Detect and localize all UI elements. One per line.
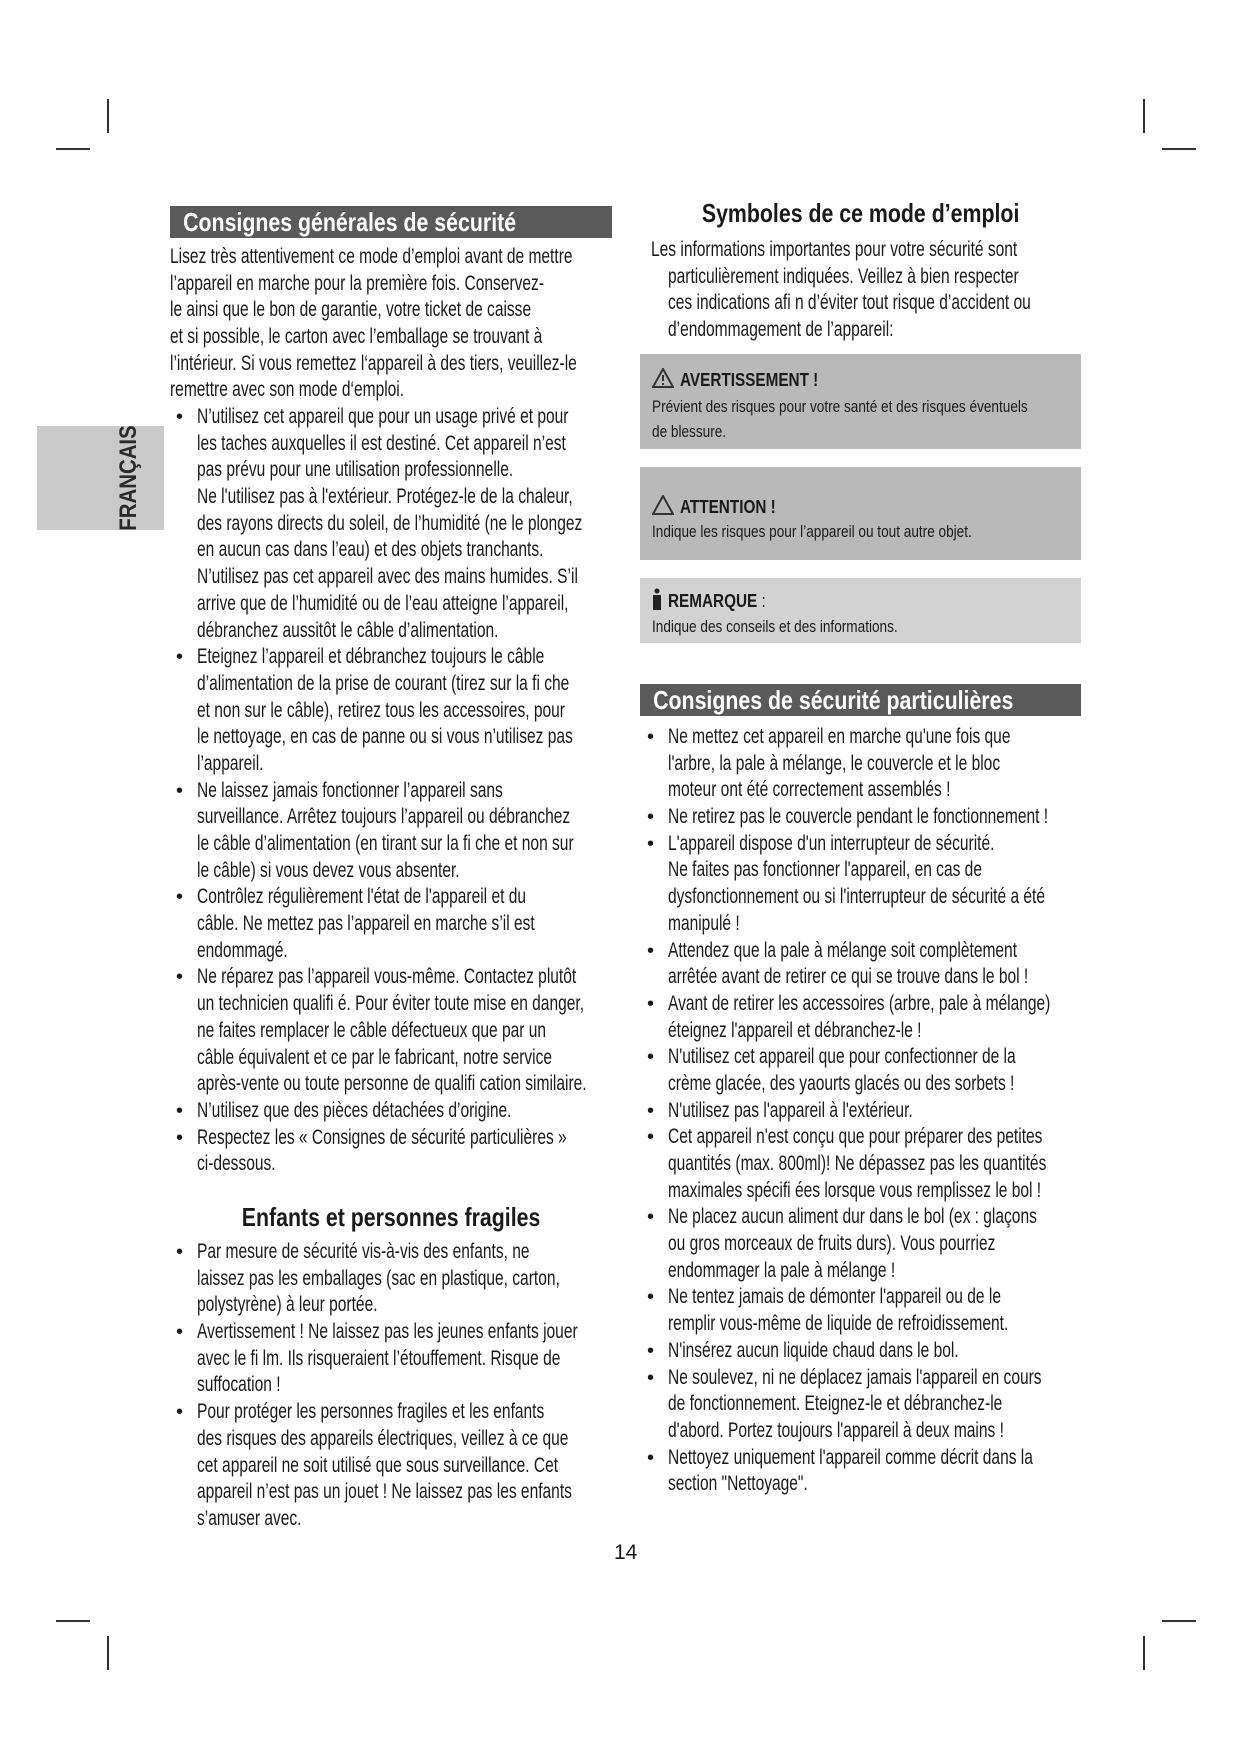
- text-line-content: Indique les risques pour l’appareil ou tout autre objet.: [652, 522, 972, 541]
- bullet-icon: •: [176, 966, 184, 989]
- text-line-content: Nettoyez uniquement l'appareil comme décrit dans la: [668, 1445, 1033, 1469]
- text-line: [668, 1311, 1185, 1338]
- text-line: [197, 1453, 711, 1480]
- text-line: [651, 290, 1158, 317]
- text-line-content: des risques des appareils électriques, veillez à ce que: [197, 1426, 569, 1450]
- text-line-content: un technicien qualifi é. Pour éviter toute mise en danger,: [197, 992, 585, 1016]
- text-line-content: de blessure.: [652, 422, 727, 441]
- bullet-icon: •: [647, 1446, 655, 1469]
- text-line-content: laissez pas les emballages (sac en plastique, carton,: [197, 1266, 560, 1290]
- text-line: [668, 1284, 1185, 1311]
- text-line: [668, 831, 1185, 858]
- children-bullet-list: [176, 1239, 711, 1533]
- text-line: [197, 1506, 711, 1533]
- text-line: [668, 1151, 1185, 1178]
- text-line-content: pas prévu pour une utilisation professionnelle.: [197, 458, 514, 482]
- text-line-content: Lisez très attentivement ce mode d’emploi avant de mettre: [170, 245, 573, 268]
- text-line-content: moteur ont été correctement assemblés !: [668, 778, 951, 802]
- text-line-content: dysfonctionnement ou si l'interrupteur de sécurité a été: [668, 885, 1046, 909]
- text-line: [170, 271, 720, 298]
- text-line-content: Avant de retirer les accessoires (arbre, pale à mélange): [668, 991, 1051, 1015]
- text-line-content: particulièrement indiquées. Veillez à bien respecter: [668, 264, 1019, 288]
- bullet-icon: •: [176, 1241, 184, 1263]
- caution-triangle-icon: [652, 495, 674, 520]
- text-line: [668, 1124, 1185, 1151]
- text-line-content: Cet appareil n'est conçu que pour préparer des petites: [668, 1125, 1043, 1149]
- bullet-icon: •: [647, 832, 655, 855]
- text-line-content: polystyrène) à leur portée.: [197, 1293, 378, 1317]
- symbol-box-label: AVERTISSEMENT !: [680, 370, 819, 390]
- text-line-content: surveillance. Arrêtez toujours l’appareil ou débranchez: [197, 805, 571, 829]
- text-line: [197, 991, 723, 1018]
- text-line-content: N'utilisez cet appareil que pour confectionner de la: [668, 1045, 1016, 1069]
- bullet-icon: •: [647, 939, 655, 962]
- text-line: [668, 1071, 1185, 1098]
- symbol-box-text: [652, 614, 959, 639]
- text-line-content: N'insérez aucun liquide chaud dans le bol.: [668, 1338, 959, 1362]
- text-line: [197, 938, 723, 965]
- text-line-content: arrive que de l’humidité ou de l’eau atteigne l’appareil,: [197, 591, 569, 615]
- text-line-content: Ne retirez pas le couvercle pendant le fonctionnement !: [668, 805, 1049, 829]
- text-line-content: après-vente ou toute personne de qualifi cation similaire.: [197, 1072, 587, 1096]
- text-line-content: et non sur le câble), retirez tous les accessoires, pour: [197, 698, 565, 722]
- text-line: [668, 1204, 1185, 1231]
- crop-mark: [107, 99, 109, 133]
- text-line: [668, 724, 1185, 751]
- text-line-content: Ne laissez jamais fonctionner l’appareil sans: [197, 778, 503, 802]
- text-line: [197, 884, 723, 911]
- bullet-icon: •: [647, 1126, 655, 1149]
- text-line-content: N'utilisez pas l'appareil à l'extérieur.: [668, 1098, 913, 1122]
- text-line-content: endommagé.: [197, 938, 288, 962]
- warning-triangle-icon: [652, 368, 674, 393]
- bullet-icon: •: [176, 406, 184, 428]
- text-line: [197, 778, 723, 805]
- text-line: [668, 1365, 1185, 1392]
- text-line: [668, 911, 1185, 938]
- text-line: [197, 964, 723, 991]
- list-item: [647, 1365, 1185, 1445]
- text-line-content: L'appareil dispose d'un interrupteur de sécurité.: [668, 831, 995, 855]
- list-item: [176, 1399, 711, 1532]
- text-line: [170, 244, 720, 271]
- bullet-icon: •: [647, 1286, 655, 1309]
- text-line: [668, 804, 1185, 831]
- text-line: [668, 991, 1185, 1018]
- text-line-content: Ne faites pas fonctionner l'appareil, en cas de: [668, 858, 982, 882]
- list-item: [647, 1044, 1185, 1097]
- text-line-content: suffocation !: [197, 1373, 281, 1397]
- text-line-content: câble. Ne mettez pas l’appareil en marche s’il est: [197, 912, 535, 936]
- text-line: [668, 1338, 1185, 1365]
- bullet-icon: •: [647, 1366, 655, 1389]
- text-line-content: Ne l'utilisez pas à l'extérieur. Protégez-le de la chaleur,: [197, 485, 573, 509]
- text-line: [197, 1399, 711, 1426]
- text-line: [197, 858, 723, 885]
- symbol-box-label: REMARQUE: [668, 591, 758, 611]
- text-line: [197, 831, 723, 858]
- text-line: [651, 264, 1158, 291]
- text-line-content: Pour protéger les personnes fragiles et les enfants: [197, 1400, 545, 1424]
- page-number: 14: [614, 1541, 638, 1564]
- bullet-icon: •: [647, 1046, 655, 1069]
- text-line-content: le ainsi que le bon de garantie, votre ticket de caisse: [170, 298, 532, 322]
- text-line-content: ces indications afi n d’éviter tout risque d’accident ou: [668, 291, 1031, 315]
- list-item: [176, 1125, 723, 1178]
- text-line-content: N’utilisez cet appareil que pour un usage privé et pour: [197, 405, 569, 428]
- text-line-content: crème glacée, des yaourts glacés ou des sorbets !: [668, 1071, 1015, 1095]
- text-line: [197, 1292, 711, 1319]
- text-line-content: le nettoyage, en cas de panne ou si vous n’utilisez pas: [197, 725, 573, 749]
- symbols-intro: [651, 237, 1158, 344]
- text-line-content: d’endommagement de l’appareil:: [668, 318, 894, 342]
- text-line-content: les taches auxquelles il est destiné. Cet appareil n’est: [197, 431, 566, 455]
- bullet-icon: •: [176, 1099, 184, 1122]
- list-item: [176, 1319, 711, 1399]
- text-line-content: N’utilisez que des pièces détachées d’origine.: [197, 1098, 512, 1122]
- text-line-content: s’amuser avec.: [197, 1506, 302, 1530]
- list-item: [647, 1338, 1185, 1365]
- list-item: [176, 1239, 711, 1319]
- symbol-box: [640, 467, 1081, 560]
- symbol-box-title: [652, 588, 783, 615]
- text-line: [668, 884, 1185, 911]
- info-icon: [652, 588, 662, 615]
- text-line: [197, 1018, 723, 1045]
- list-item: [176, 964, 723, 1097]
- text-line: [668, 777, 1185, 804]
- text-line-content: l'arbre, la pale à mélange, le couvercle et le bloc: [668, 751, 1001, 775]
- text-line-content: maximales spécifi ées lorsque vous remplissez le bol !: [668, 1178, 1042, 1202]
- text-line: [197, 1372, 711, 1399]
- list-item: [647, 1445, 1185, 1498]
- bullet-icon: •: [176, 1321, 184, 1344]
- text-line: [668, 1178, 1185, 1205]
- list-item: [647, 831, 1185, 938]
- text-line-content: appareil n’est pas un jouet ! Ne laissez pas les enfants: [197, 1480, 572, 1504]
- general-intro: [170, 244, 720, 404]
- text-line: [197, 1071, 723, 1098]
- text-line: [668, 1391, 1185, 1418]
- text-line: [170, 297, 720, 324]
- text-line-content: ci-dessous.: [197, 1152, 276, 1176]
- bullet-icon: •: [647, 1339, 655, 1362]
- list-item: [647, 804, 1185, 831]
- text-line-content: éteignez l'appareil et débranchez-le !: [668, 1018, 922, 1042]
- bullet-icon: •: [647, 1206, 655, 1229]
- text-line-content: cet appareil ne soit utilisé que sous surveillance. Cet: [197, 1453, 559, 1477]
- text-line-content: ou gros morceaux de fruits durs). Vous pourriez: [668, 1232, 996, 1256]
- text-line-content: Attendez que la pale à mélange soit complètement: [668, 938, 1018, 962]
- text-line-content: endommager la pale à mélange !: [668, 1258, 896, 1282]
- symbol-box: [640, 354, 1081, 449]
- crop-mark: [56, 1620, 90, 1622]
- bullet-icon: •: [647, 806, 655, 829]
- particular-bullet-list: [647, 724, 1185, 1498]
- text-line-content: d’alimentation de la prise de courant (tirez sur la fi che: [197, 671, 570, 695]
- text-line-content: Ne placez aucun aliment dur dans le bol (ex : glaçons: [668, 1205, 1037, 1229]
- text-line-content: l’appareil en marche pour la première fois. Conservez-: [170, 271, 545, 295]
- symbol-box-label: ATTENTION !: [680, 497, 776, 517]
- text-line: [651, 237, 1158, 264]
- text-line: [668, 964, 1185, 991]
- text-line: [197, 1319, 711, 1346]
- crop-mark: [1143, 99, 1145, 133]
- text-line-content: N’utilisez pas cet appareil avec des mains humides. S’il: [197, 565, 578, 589]
- text-line-content: manipulé !: [668, 911, 740, 935]
- text-line: [668, 1098, 1185, 1125]
- text-line: [197, 1266, 711, 1293]
- text-line-content: l’intérieur. Si vous remettez l‘appareil à des tiers, veuillez-le: [170, 351, 577, 375]
- text-line-content: Prévient des risques pour votre santé et des risques éventuels: [652, 397, 1028, 416]
- text-line-content: Ne tentez jamais de démonter l'appareil ou de le: [668, 1285, 1001, 1309]
- text-line-content: quantités (max. 800ml)! Ne dépassez pas les quantités: [668, 1152, 1047, 1175]
- text-line-content: Respectez les « Consignes de sécurité particulières »: [197, 1125, 567, 1149]
- text-line-content: et si possible, le carton avec l’emballage se trouvant à: [170, 325, 543, 349]
- text-line: [197, 644, 723, 671]
- list-item: [647, 991, 1185, 1044]
- children-heading: Enfants et personnes fragiles: [241, 1202, 541, 1232]
- symbol-box-suffix: :: [757, 591, 766, 611]
- text-line-content: en aucun cas dans l’eau) et des objets tranchants.: [197, 538, 544, 562]
- text-line: [197, 911, 723, 938]
- bullet-icon: •: [176, 886, 184, 909]
- text-line: [668, 1231, 1185, 1258]
- symbol-box-text: [652, 519, 1052, 544]
- section-header-general-safety: Consignes générales de sécurité: [170, 206, 612, 238]
- text-line-content: Contrôlez régulièrement l'état de l'appareil et du: [197, 885, 527, 909]
- section-header-particular-safety: Consignes de sécurité particulières: [640, 684, 1081, 716]
- text-line: [170, 351, 720, 378]
- text-line-content: débranchez aussitôt le câble d’alimentation.: [197, 618, 499, 642]
- text-line: [197, 1125, 723, 1152]
- text-line: [668, 1258, 1185, 1285]
- list-item: [647, 1124, 1185, 1204]
- bullet-icon: •: [176, 1401, 184, 1424]
- crop-mark: [1162, 1620, 1196, 1622]
- text-line: [197, 1045, 723, 1072]
- text-line: [197, 1098, 723, 1125]
- text-line: [197, 1239, 711, 1266]
- list-item: [647, 724, 1185, 804]
- list-item: [176, 884, 723, 964]
- text-line-content: remettre avec son mode d‘emploi.: [170, 378, 405, 402]
- crop-mark: [56, 148, 90, 150]
- bullet-icon: •: [647, 992, 655, 1015]
- text-line-content: Par mesure de sécurité vis-à-vis des enfants, ne: [197, 1240, 530, 1263]
- text-line: [668, 1018, 1185, 1045]
- text-line-content: avec le fi lm. Ils risqueraient l’étouffement. Risque de: [197, 1346, 561, 1370]
- text-line-content: section "Nettoyage".: [668, 1472, 808, 1496]
- text-line-content: Eteignez l’appareil et débranchez toujours le câble: [197, 645, 545, 669]
- text-line-content: Ne soulevez, ni ne déplacez jamais l'appareil en cours: [668, 1365, 1042, 1389]
- text-line: [170, 324, 720, 351]
- crop-mark: [1162, 148, 1196, 150]
- text-line: [651, 317, 1158, 344]
- text-line-content: l’appareil.: [197, 751, 264, 775]
- language-tab-label: FRANÇAIS: [115, 425, 142, 531]
- text-line: [197, 1151, 723, 1178]
- text-line: [668, 938, 1185, 965]
- list-item: [647, 1204, 1185, 1284]
- text-line-content: des rayons directs du soleil, de l’humidité (ne le plongez: [197, 511, 583, 535]
- bullet-icon: •: [647, 726, 655, 748]
- text-line: [668, 1445, 1185, 1472]
- text-line: [668, 751, 1185, 778]
- list-item: [176, 778, 723, 885]
- list-item: [647, 938, 1185, 991]
- symbol-box-title: [652, 368, 843, 393]
- list-item: [647, 1098, 1185, 1125]
- text-line-content: arrêtée avant de retirer ce qui se trouve dans le bol !: [668, 965, 1029, 989]
- text-line-content: le câble) si vous devez vous absenter.: [197, 858, 460, 882]
- crop-mark: [107, 1636, 109, 1670]
- list-item: [176, 1098, 723, 1125]
- text-line-content: remplir vous-même de liquide de refroidissement.: [668, 1312, 1009, 1336]
- text-line: [197, 1479, 711, 1506]
- text-line-content: câble équivalent et ce par le fabricant, notre service: [197, 1045, 553, 1069]
- text-line: [668, 1418, 1185, 1445]
- text-line-content: le câble d’alimentation (en tirant sur la fi che et non sur: [197, 832, 574, 855]
- list-item: [647, 1284, 1185, 1337]
- text-line: [197, 751, 723, 778]
- symbol-box-title: [652, 495, 793, 520]
- symbols-heading: Symboles de ce mode d’emploi: [701, 198, 1020, 228]
- text-line-content: d'abord. Portez toujours l'appareil à deux mains !: [668, 1418, 1004, 1442]
- text-line-content: Indique des conseils et des informations.: [652, 617, 898, 636]
- text-line: [197, 1346, 711, 1373]
- text-line-content: Ne mettez cet appareil en marche qu'une fois que: [668, 725, 1011, 748]
- text-line-content: Les informations importantes pour votre sécurité sont: [651, 238, 1018, 261]
- text-line-content: Ne réparez pas l’appareil vous-même. Contactez plutôt: [197, 965, 577, 989]
- text-line: [197, 804, 723, 831]
- text-line-content: ne faites remplacer le câble défectueux que par un: [197, 1018, 547, 1042]
- text-line: [668, 857, 1185, 884]
- text-line: [197, 724, 723, 751]
- symbol-box: [640, 578, 1081, 643]
- text-line: [170, 377, 720, 404]
- bullet-icon: •: [176, 1126, 184, 1149]
- bullet-icon: •: [176, 646, 184, 669]
- text-line: [197, 1426, 711, 1453]
- text-line: [668, 1044, 1185, 1071]
- text-line-content: Avertissement ! Ne laissez pas les jeunes enfants jouer: [197, 1320, 578, 1344]
- crop-mark: [1143, 1636, 1145, 1670]
- language-tab: [37, 426, 164, 530]
- text-line: [668, 1471, 1185, 1498]
- text-line-content: de fonctionnement. Eteignez-le et débranchez-le: [668, 1392, 1003, 1416]
- bullet-icon: •: [647, 1099, 655, 1122]
- bullet-icon: •: [176, 779, 184, 802]
- symbol-box-text: [652, 394, 1122, 444]
